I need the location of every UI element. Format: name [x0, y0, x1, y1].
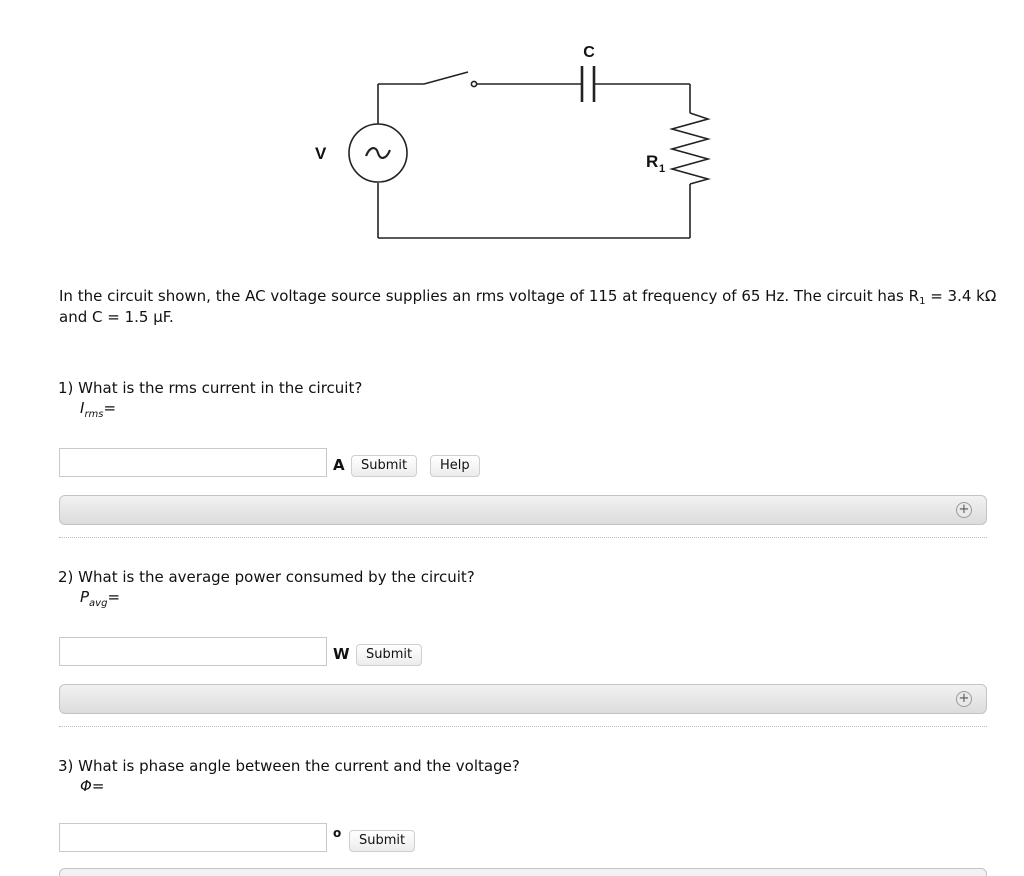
question-3	[58, 756, 520, 796]
question-3-text: 3) What is phase angle between the current and the voltage?	[58, 757, 520, 775]
equals-sign: =	[107, 588, 121, 606]
plus-circle-icon[interactable]: +	[956, 691, 972, 707]
variable-subscript: rms	[84, 409, 104, 420]
question-1-variable	[58, 398, 362, 418]
question-1	[58, 378, 362, 418]
capacitor-label: C	[583, 44, 595, 61]
intro-subscript: 1	[919, 296, 926, 307]
divider	[59, 537, 987, 538]
question-2-submit-button[interactable]: Submit	[356, 644, 422, 666]
variable-symbol: P	[80, 588, 90, 606]
question-3-variable	[58, 776, 520, 796]
question-1-hint-panel[interactable]	[59, 495, 987, 525]
question-3-submit-button[interactable]: Submit	[349, 830, 415, 852]
intro-text-1: In the circuit shown, the AC voltage source supplies an rms voltage of 115 at frequency of 65 Hz. The circuit has R	[59, 287, 920, 305]
question-1-unit: A	[333, 456, 345, 474]
equals-sign: =	[103, 399, 117, 417]
divider	[59, 726, 987, 727]
sine-wave-icon	[366, 148, 390, 158]
circuit-diagram	[0, 0, 1024, 260]
question-2-answer-input[interactable]	[59, 637, 327, 666]
variable-symbol: Φ	[80, 777, 92, 795]
resistor-subscript: 1	[659, 163, 666, 175]
question-1-help-button[interactable]: Help	[430, 455, 480, 477]
question-2-text: 2) What is the average power consumed by the circuit?	[58, 568, 475, 586]
variable-subscript: avg	[89, 598, 108, 609]
question-3-hint-panel[interactable]	[59, 868, 987, 876]
source-label: V	[315, 144, 327, 163]
question-3-unit: o	[333, 826, 342, 840]
question-3-answer-input[interactable]	[59, 823, 327, 852]
intro-text-2: = 3.4 kΩ and C = 1.5 μF.	[59, 287, 997, 326]
plus-circle-icon[interactable]: +	[956, 502, 972, 518]
equals-sign: =	[91, 777, 105, 795]
variable-symbol: I	[80, 399, 85, 417]
question-1-text: 1) What is the rms current in the circuit?	[58, 379, 363, 397]
question-2-variable	[58, 587, 475, 607]
resistor-zigzag	[672, 113, 708, 184]
question-1-submit-button[interactable]: Submit	[351, 455, 417, 477]
question-2-hint-panel[interactable]	[59, 684, 987, 714]
question-2	[58, 567, 475, 607]
question-2-unit: W	[333, 645, 350, 663]
resistor-label: R	[646, 152, 659, 171]
switch-contact	[471, 81, 476, 86]
switch-blade	[424, 72, 468, 84]
problem-statement	[59, 286, 999, 328]
question-1-answer-input[interactable]	[59, 448, 327, 477]
